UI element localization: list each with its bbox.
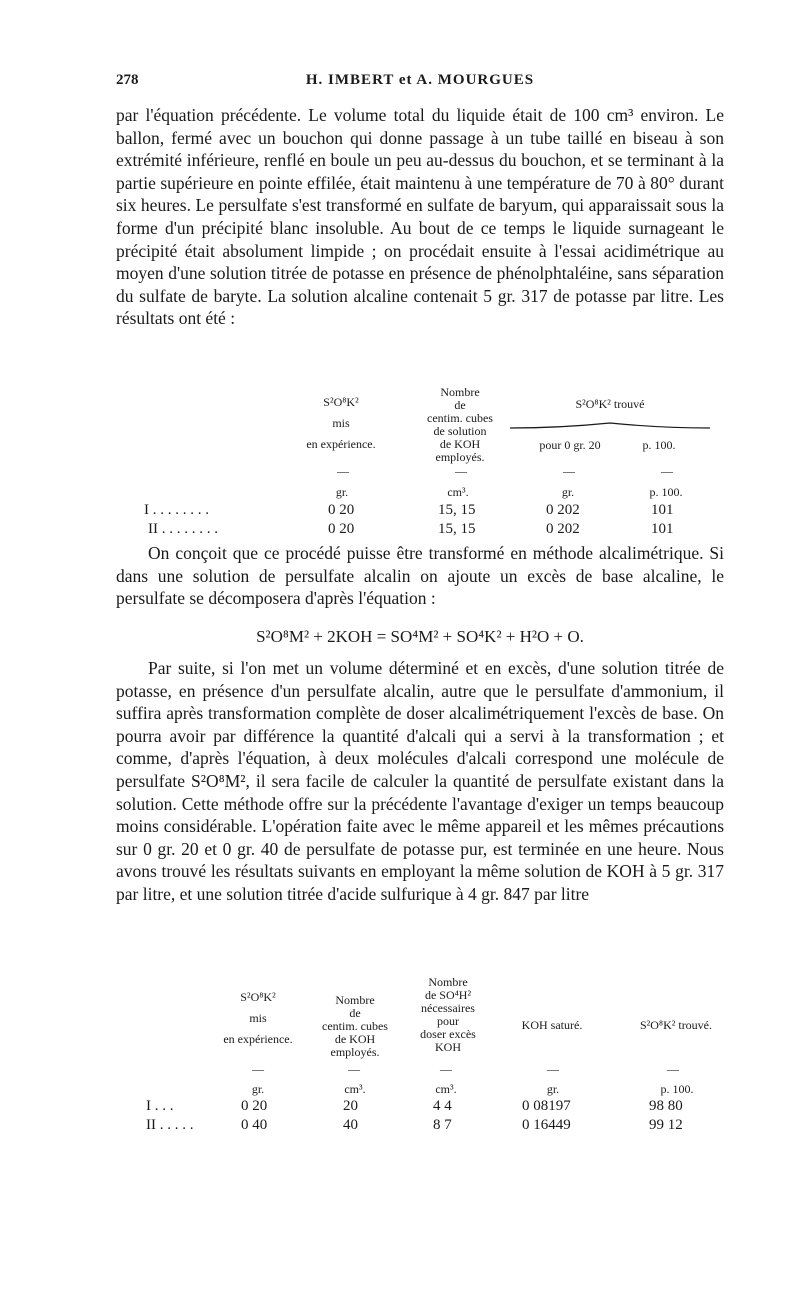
t2-cell: 99 12 bbox=[649, 1117, 683, 1133]
t1-dash: — bbox=[563, 464, 575, 478]
t1-unit: cm³. bbox=[447, 485, 469, 499]
t2-header-col4: KOH saturé. bbox=[521, 1018, 583, 1032]
t2-header-col1 bbox=[208, 991, 308, 1046]
t1-unit: gr. bbox=[561, 485, 575, 499]
t2-unit: p. 100. bbox=[660, 1082, 694, 1096]
t1-header-col3a: pour 0 gr. 20 bbox=[539, 438, 601, 452]
t1-unit: p. 100. bbox=[649, 485, 683, 499]
t1-cell: 101 bbox=[651, 502, 674, 518]
t2-h3-line: pour bbox=[437, 1014, 459, 1028]
t1-dash: — bbox=[455, 464, 467, 478]
t2-h1-line: S²O⁸K² bbox=[240, 990, 276, 1004]
t2-cell: 0 40 bbox=[241, 1117, 268, 1133]
t2-header-col5: S²O⁸K² trouvé. bbox=[639, 1018, 713, 1032]
t2-cell: 40 bbox=[343, 1117, 358, 1133]
t2-h3-line: de SO⁴H² bbox=[424, 988, 472, 1002]
t2-h2-line: Nombre bbox=[335, 993, 375, 1007]
t1-h2-line: centim. cubes bbox=[427, 411, 493, 425]
t2-header-col2 bbox=[310, 994, 400, 1059]
t1-dash: — bbox=[661, 464, 673, 478]
t1-row-label: II . . . . . . . . bbox=[148, 521, 218, 537]
t1-cell: 0 202 bbox=[546, 521, 580, 537]
t1-header-col3-group: S²O⁸K² trouvé bbox=[575, 397, 645, 411]
t1-h2-line: de solution bbox=[433, 424, 487, 438]
t2-unit: cm³. bbox=[344, 1082, 366, 1096]
paragraph-1: par l'équation précédente. Le volume total du liquide était de 100 cm³ environ. Le ballon, fermé avec un bouchon qui donne passage à un tube taillé en biseau à son extrémité inférieure, renflé en boule un peu au-dessus du bouchon, et se terminant à la partie supérieure en pointe effilée, était maintenu à une température de 70 à 80° durant six heures. Le persulfate s'est transformé en sulfate de baryum, qui apparaissait sous la forme d'un précipité blanc insoluble. Au bout de ce temps le liquide surnageant le précipité était absolument limpide ; on procédait ensuite à l'essai acidimétrique au moyen d'une solution titrée de potasse en présence de phénolphtaléine, sans séparation du sulfate de baryte. La solution alcaline contenait 5 gr. 317 de potasse par litre. Les résultats ont été : bbox=[116, 105, 724, 329]
t1-h1-line: mis bbox=[332, 416, 350, 430]
t2-h2-line: de KOH bbox=[334, 1032, 376, 1046]
t1-brace-line bbox=[510, 422, 710, 430]
t2-row-label: I . . . bbox=[146, 1098, 174, 1114]
t2-cell: 0 20 bbox=[241, 1098, 268, 1114]
t2-cell: 0 08197 bbox=[522, 1098, 571, 1114]
t2-cell: 4 4 bbox=[433, 1098, 452, 1114]
t1-cell: 101 bbox=[651, 521, 674, 537]
t2-cell: 98 80 bbox=[649, 1098, 683, 1114]
t2-h3-line: KOH bbox=[435, 1040, 461, 1054]
t2-unit: gr. bbox=[251, 1082, 265, 1096]
t1-h1-line: S²O⁸K² bbox=[323, 395, 359, 409]
t2-h2-line: centim. cubes bbox=[322, 1019, 388, 1033]
t2-h3-line: nécessaires bbox=[421, 1001, 475, 1015]
t2-dash: — bbox=[348, 1062, 360, 1076]
paragraph-2: On conçoit que ce procédé puisse être transformé en méthode alcalimétrique. Si dans une solution de persulfate alcalin on ajoute un excès de base alcaline, le persulfate se décomposera d'après l'équation : bbox=[116, 543, 724, 609]
t1-cell: 0 20 bbox=[328, 521, 355, 537]
t2-dash: — bbox=[547, 1062, 559, 1076]
page-header bbox=[116, 72, 724, 96]
t1-header-col1 bbox=[296, 396, 386, 451]
t1-cell: 15, 15 bbox=[438, 521, 476, 537]
t2-dash: — bbox=[252, 1062, 264, 1076]
t2-cell: 20 bbox=[343, 1098, 358, 1114]
t2-h1-line: en expérience. bbox=[223, 1032, 293, 1046]
t1-cell: 0 20 bbox=[328, 502, 355, 518]
t1-h2-line: de KOH bbox=[439, 437, 481, 451]
t2-h2-line: employés. bbox=[330, 1045, 380, 1059]
t2-unit: cm³. bbox=[435, 1082, 457, 1096]
t1-header-col3b: p. 100. bbox=[642, 438, 676, 452]
equation: S²O⁸M² + 2KOH = SO⁴M² + SO⁴K² + H²O + O. bbox=[256, 627, 584, 646]
t2-dash: — bbox=[440, 1062, 452, 1076]
t1-h2-line: employés. bbox=[435, 450, 485, 464]
t2-header-col3 bbox=[400, 976, 496, 1054]
t1-header-col2 bbox=[410, 386, 510, 464]
page-number: 278 bbox=[116, 72, 139, 88]
t1-h2-line: Nombre bbox=[440, 385, 480, 399]
t2-h1-line: mis bbox=[249, 1011, 267, 1025]
paragraph-3: Par suite, si l'on met un volume déterminé et en excès, d'une solution titrée de potasse, en présence d'un persulfate alcalin, autre que le persulfate d'ammonium, il suffira après transformation complète de doser alcalimétriquement l'excès de base. On pourra avoir par différence la quantité d'alcali qui a servi à la transformation ; et comme, d'après l'équation, à deux molécules d'alcali correspond une molécule de persulfate S²O⁸M², il sera facile de calculer la quantité de persulfate existant dans la solution. Cette méthode offre sur la précédente l'avantage d'exiger un temps beaucoup moins considérable. L'opération faite avec le même appareil et les mêmes précautions sur 0 gr. 20 et 0 gr. 40 de persulfate de potasse pur, est terminée en une heure. Nous avons trouvé les résultats suivants en employant la même solution de KOH à 5 gr. 317 par litre, et une solution titrée d'acide sulfurique à 4 gr. 847 par litre bbox=[116, 658, 724, 904]
t1-cell: 15, 15 bbox=[438, 502, 476, 518]
t1-dash: — bbox=[337, 464, 349, 478]
t1-row-label: I . . . . . . . . bbox=[144, 502, 209, 518]
t1-h2-line: de bbox=[454, 398, 466, 412]
t1-h1-line: en expérience. bbox=[306, 437, 376, 451]
running-head: H. IMBERT et A. MOURGUES bbox=[305, 72, 535, 88]
t1-cell: 0 202 bbox=[546, 502, 580, 518]
t2-unit: gr. bbox=[546, 1082, 560, 1096]
t2-cell: 8 7 bbox=[433, 1117, 452, 1133]
t2-h2-line: de bbox=[349, 1006, 361, 1020]
t1-unit: gr. bbox=[335, 485, 349, 499]
t2-row-label: II . . . . . bbox=[146, 1117, 194, 1133]
t2-h3-line: Nombre bbox=[428, 975, 468, 989]
t2-cell: 0 16449 bbox=[522, 1117, 571, 1133]
t2-dash: — bbox=[667, 1062, 679, 1076]
t2-h3-line: doser excès bbox=[420, 1027, 476, 1041]
